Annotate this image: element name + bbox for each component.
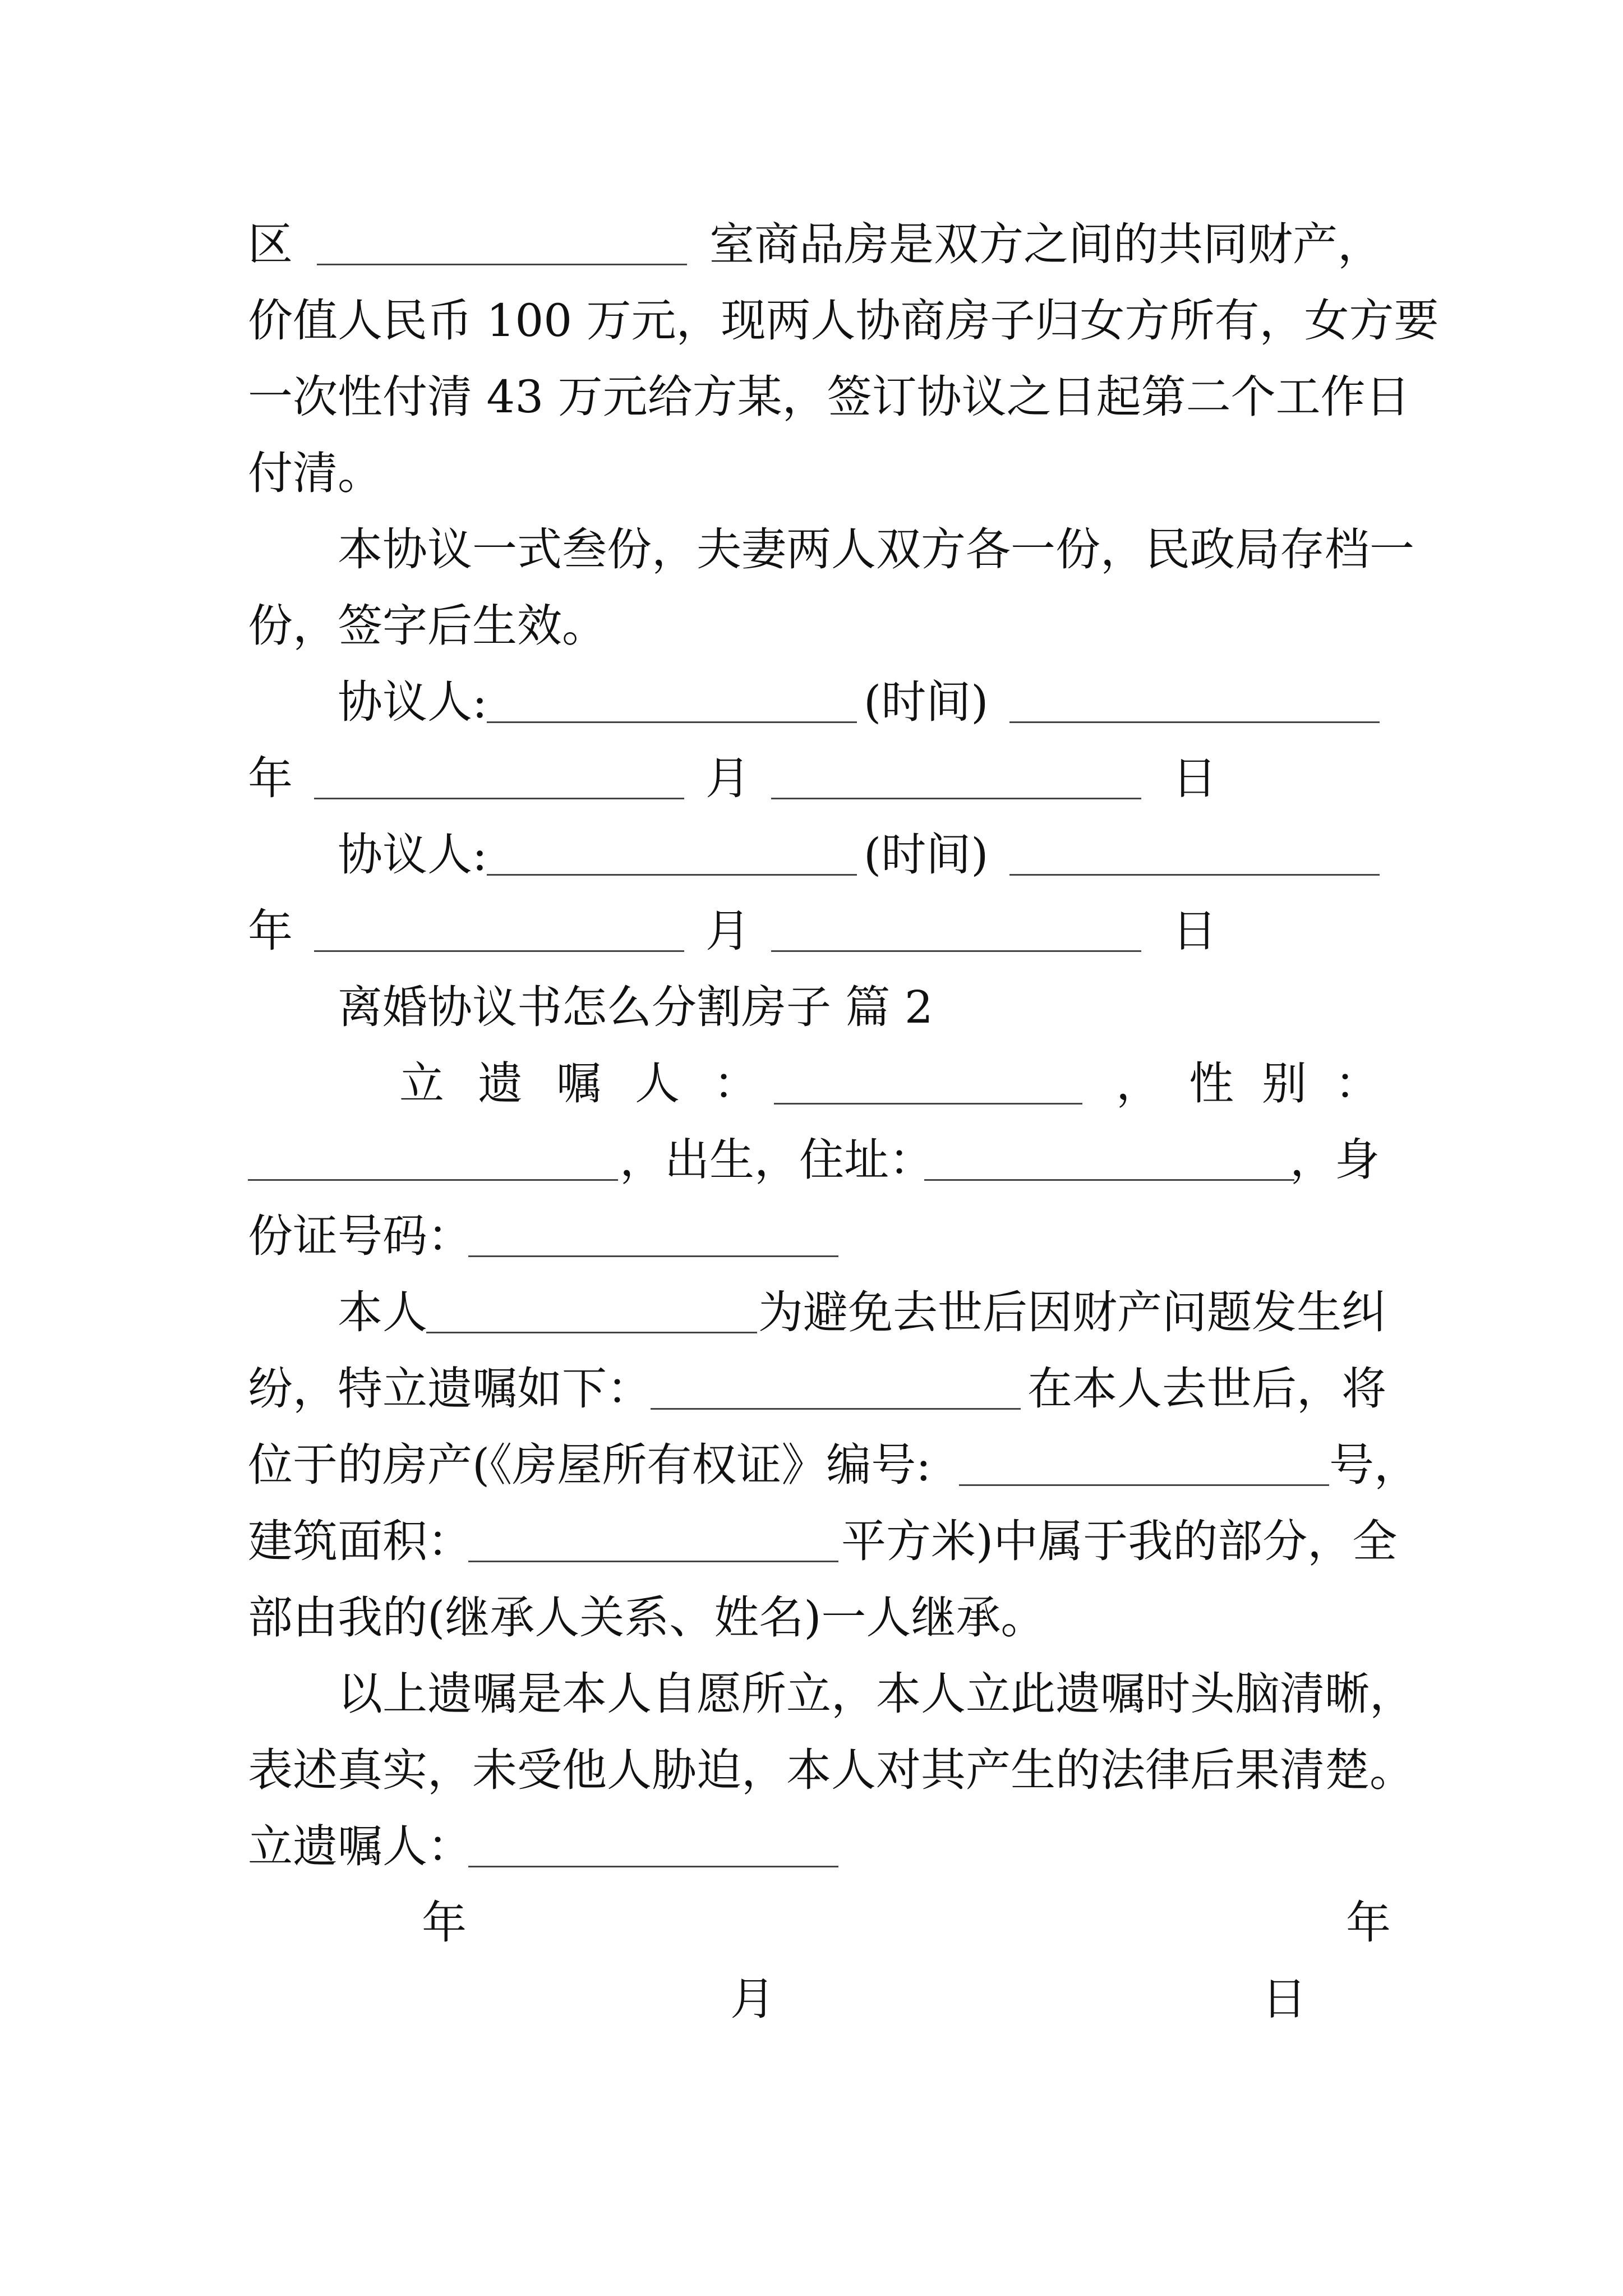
text-line: 本协议一式叁份，夫妻两人双方各一份，民政局存档一 <box>338 523 1414 576</box>
text-line: 一次性付清 43 万元给方某，签订协议之日起第二个工作日 <box>248 371 1410 423</box>
text-line: 为避免去世后因财产问题发生纠 <box>758 1286 1386 1338</box>
label-char: 别 <box>1262 1057 1307 1110</box>
testator-signature-label: 立遗嘱人： <box>248 1820 472 1872</box>
blank-signer-name <box>487 874 857 876</box>
blank-name <box>426 1332 757 1333</box>
blank-will-content <box>651 1408 1021 1410</box>
text-line: 建筑面积： <box>248 1515 472 1567</box>
blank-address <box>924 1179 1294 1181</box>
signer-label: 协议人: <box>338 829 487 881</box>
text-line: 在本人去世后，将 <box>1027 1363 1386 1415</box>
blank-certificate-number <box>959 1484 1329 1486</box>
blank-testator-signature <box>468 1866 838 1867</box>
year-label: 年 <box>248 905 293 957</box>
day-label: 日 <box>1172 905 1217 957</box>
born-address-label: ，出生，住址： <box>620 1134 934 1186</box>
label-char: 性 <box>1189 1057 1234 1110</box>
label-char: 遗 <box>478 1057 523 1110</box>
text-line: 付清。 <box>248 447 382 499</box>
text-line: 纷，特立遗嘱如下： <box>248 1363 652 1415</box>
text-line: 部由我的(继承人关系、姓名)一人继承。 <box>248 1591 1046 1644</box>
text-line: 份，签字后生效。 <box>248 600 607 652</box>
time-label: (时间) <box>864 676 989 728</box>
gender-label <box>1189 1057 1380 1110</box>
text-line: 以上遗嘱是本人自愿所立，本人立此遗嘱时头脑清晰， <box>338 1668 1414 1720</box>
year-label: 年 <box>1346 1897 1391 1949</box>
signer-label: 协议人: <box>338 676 487 728</box>
testator-label <box>399 1057 758 1110</box>
blank-testator-name <box>774 1103 1082 1105</box>
id-suffix: ，身 <box>1290 1134 1380 1186</box>
text-line: 本人 <box>338 1286 427 1338</box>
blank-signer-name <box>487 721 857 723</box>
blank-month <box>771 798 1141 799</box>
blank-area <box>468 1561 838 1562</box>
month-label: 月 <box>730 1973 775 2025</box>
blank-year <box>314 950 684 952</box>
time-label: (时间) <box>864 829 989 881</box>
text-district: 区 <box>248 218 293 270</box>
month-label: 月 <box>706 905 750 957</box>
day-label: 日 <box>1262 1973 1307 2025</box>
text-line: 室商品房是双方之间的共同财产， <box>709 218 1382 270</box>
label-char: ： <box>713 1057 758 1110</box>
text-line: 号， <box>1329 1439 1419 1491</box>
year-label: 年 <box>248 752 293 804</box>
comma: ， <box>1116 1057 1161 1110</box>
label-char: 嘱 <box>556 1057 601 1110</box>
label-char: 立 <box>399 1057 444 1110</box>
label-char: 人 <box>635 1057 680 1110</box>
blank-id-number <box>468 1255 838 1257</box>
text-line: 表述真实，未受他人胁迫，本人对其产生的法律后果清楚。 <box>248 1744 1414 1796</box>
blank-gender <box>248 1179 618 1181</box>
text-line: 价值人民币 100 万元，现两人协商房子归女方所有，女方要 <box>248 295 1439 347</box>
blank-time <box>1009 721 1380 723</box>
blank-room-address <box>317 264 687 265</box>
text-line: 位于的房产(《房屋所有权证》编号: <box>248 1439 932 1491</box>
text-line: 平方米)中属于我的部分，全 <box>841 1515 1398 1567</box>
id-label: 份证号码： <box>248 1210 472 1262</box>
blank-time <box>1009 874 1380 876</box>
blank-year <box>314 798 684 799</box>
year-label: 年 <box>422 1897 467 1949</box>
day-label: 日 <box>1172 752 1217 804</box>
month-label: 月 <box>706 752 750 804</box>
section-heading: 离婚协议书怎么分割房子 篇 2 <box>338 981 933 1033</box>
blank-month <box>771 950 1141 952</box>
label-char: ： <box>1335 1057 1380 1110</box>
